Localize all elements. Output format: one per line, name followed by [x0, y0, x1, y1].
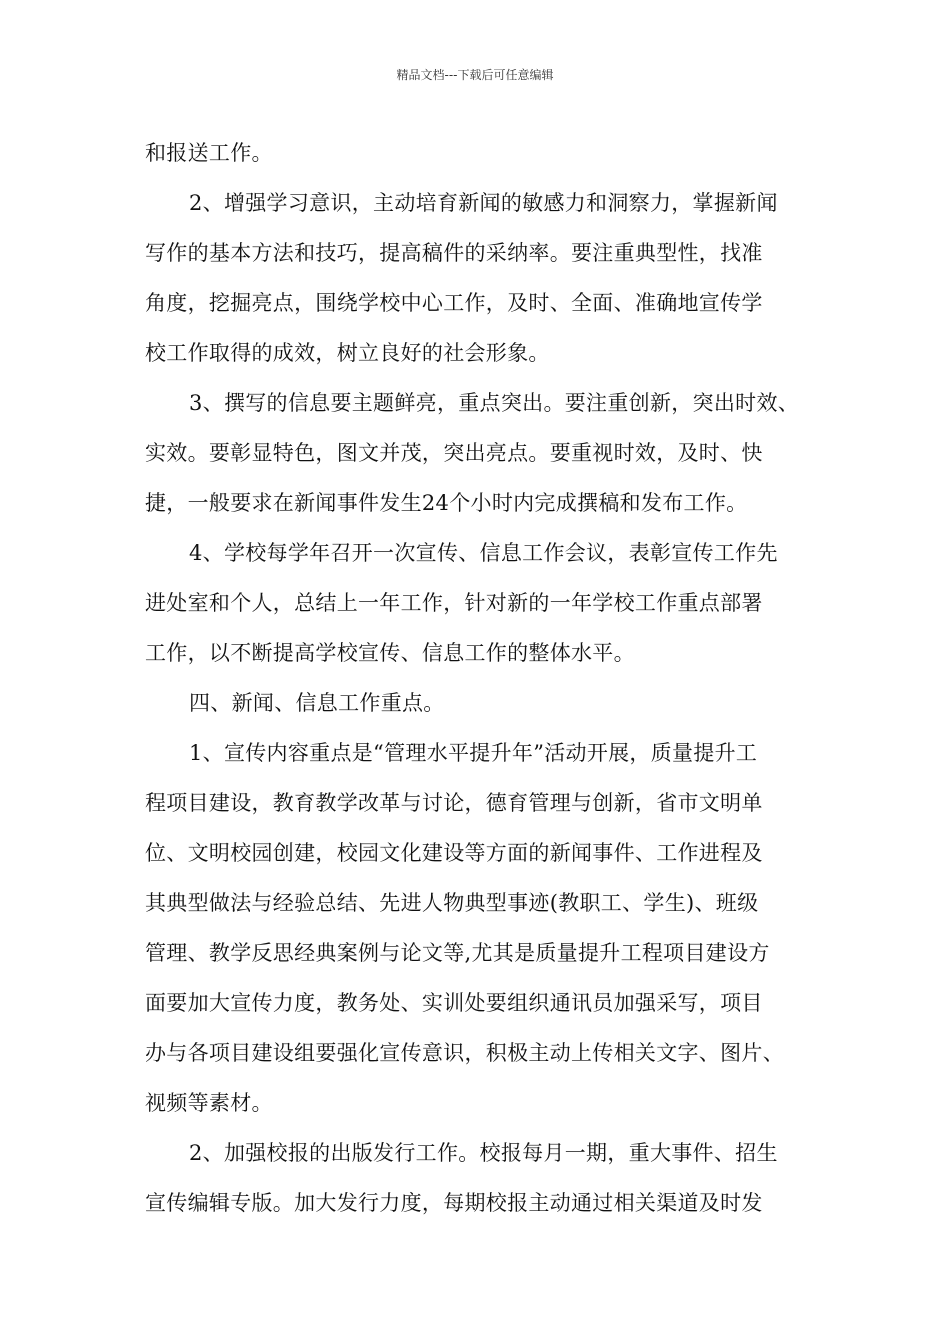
text-line: 实效。要彰显特色，图文并茂，突出亮点。要重视时效，及时、快 — [145, 441, 763, 465]
text-line: 2、增强学习意识，主动培育新闻的敏感力和洞察力，掌握新闻 — [189, 191, 778, 215]
text-line: 其典型做法与经验总结、先进人物典型事迹(教职工、学生)、班级 — [145, 891, 759, 915]
text-line: 4、学校每学年召开一次宣传、信息工作会议，表彰宣传工作先 — [189, 541, 778, 565]
text-line: 四、新闻、信息工作重点。 — [189, 691, 445, 715]
text-line: 写作的基本方法和技巧，提高稿件的采纳率。要注重典型性，找准 — [145, 241, 763, 265]
text-line: 工作，以不断提高学校宣传、信息工作的整体水平。 — [145, 641, 635, 665]
text-line: 视频等素材。 — [145, 1091, 273, 1115]
document-body — [145, 128, 810, 1228]
text-line: 进处室和个人，总结上一年工作，针对新的一年学校工作重点部署 — [145, 591, 763, 615]
text-line: 角度，挖掘亮点，围绕学校中心工作，及时、全面、准确地宣传学 — [145, 291, 763, 315]
text-line: 校工作取得的成效，树立良好的社会形象。 — [145, 341, 550, 365]
text-line: 2、加强校报的出版发行工作。校报每月一期，重大事件、招生 — [189, 1141, 778, 1165]
page-header: 精品文档---下载后可任意编辑 — [396, 68, 554, 82]
text-line: 3、撰写的信息要主题鲜亮，重点突出。要注重创新，突出时效、 — [189, 391, 800, 415]
text-line: 和报送工作。 — [145, 141, 273, 165]
text-line: 捷，一般要求在新闻事件发生24个小时内完成撰稿和发布工作。 — [145, 491, 748, 515]
text-line: 程项目建设，教育教学改革与讨论，德育管理与创新，省市文明单 — [145, 791, 763, 815]
text-line: 办与各项目建设组要强化宣传意识，积极主动上传相关文字、图片、 — [145, 1041, 784, 1065]
text-line: 位、文明校园创建，校园文化建设等方面的新闻事件、工作进程及 — [145, 841, 763, 865]
text-line: 管理、教学反思经典案例与论文等,尤其是质量提升工程项目建设方 — [145, 941, 770, 965]
text-line: 1、宣传内容重点是“管理水平提升年”活动开展，质量提升工 — [189, 741, 758, 765]
text-line: 宣传编辑专版。加大发行力度，每期校报主动通过相关渠道及时发 — [145, 1191, 763, 1215]
text-line: 面要加大宣传力度，教务处、实训处要组织通讯员加强采写，项目 — [145, 991, 763, 1015]
